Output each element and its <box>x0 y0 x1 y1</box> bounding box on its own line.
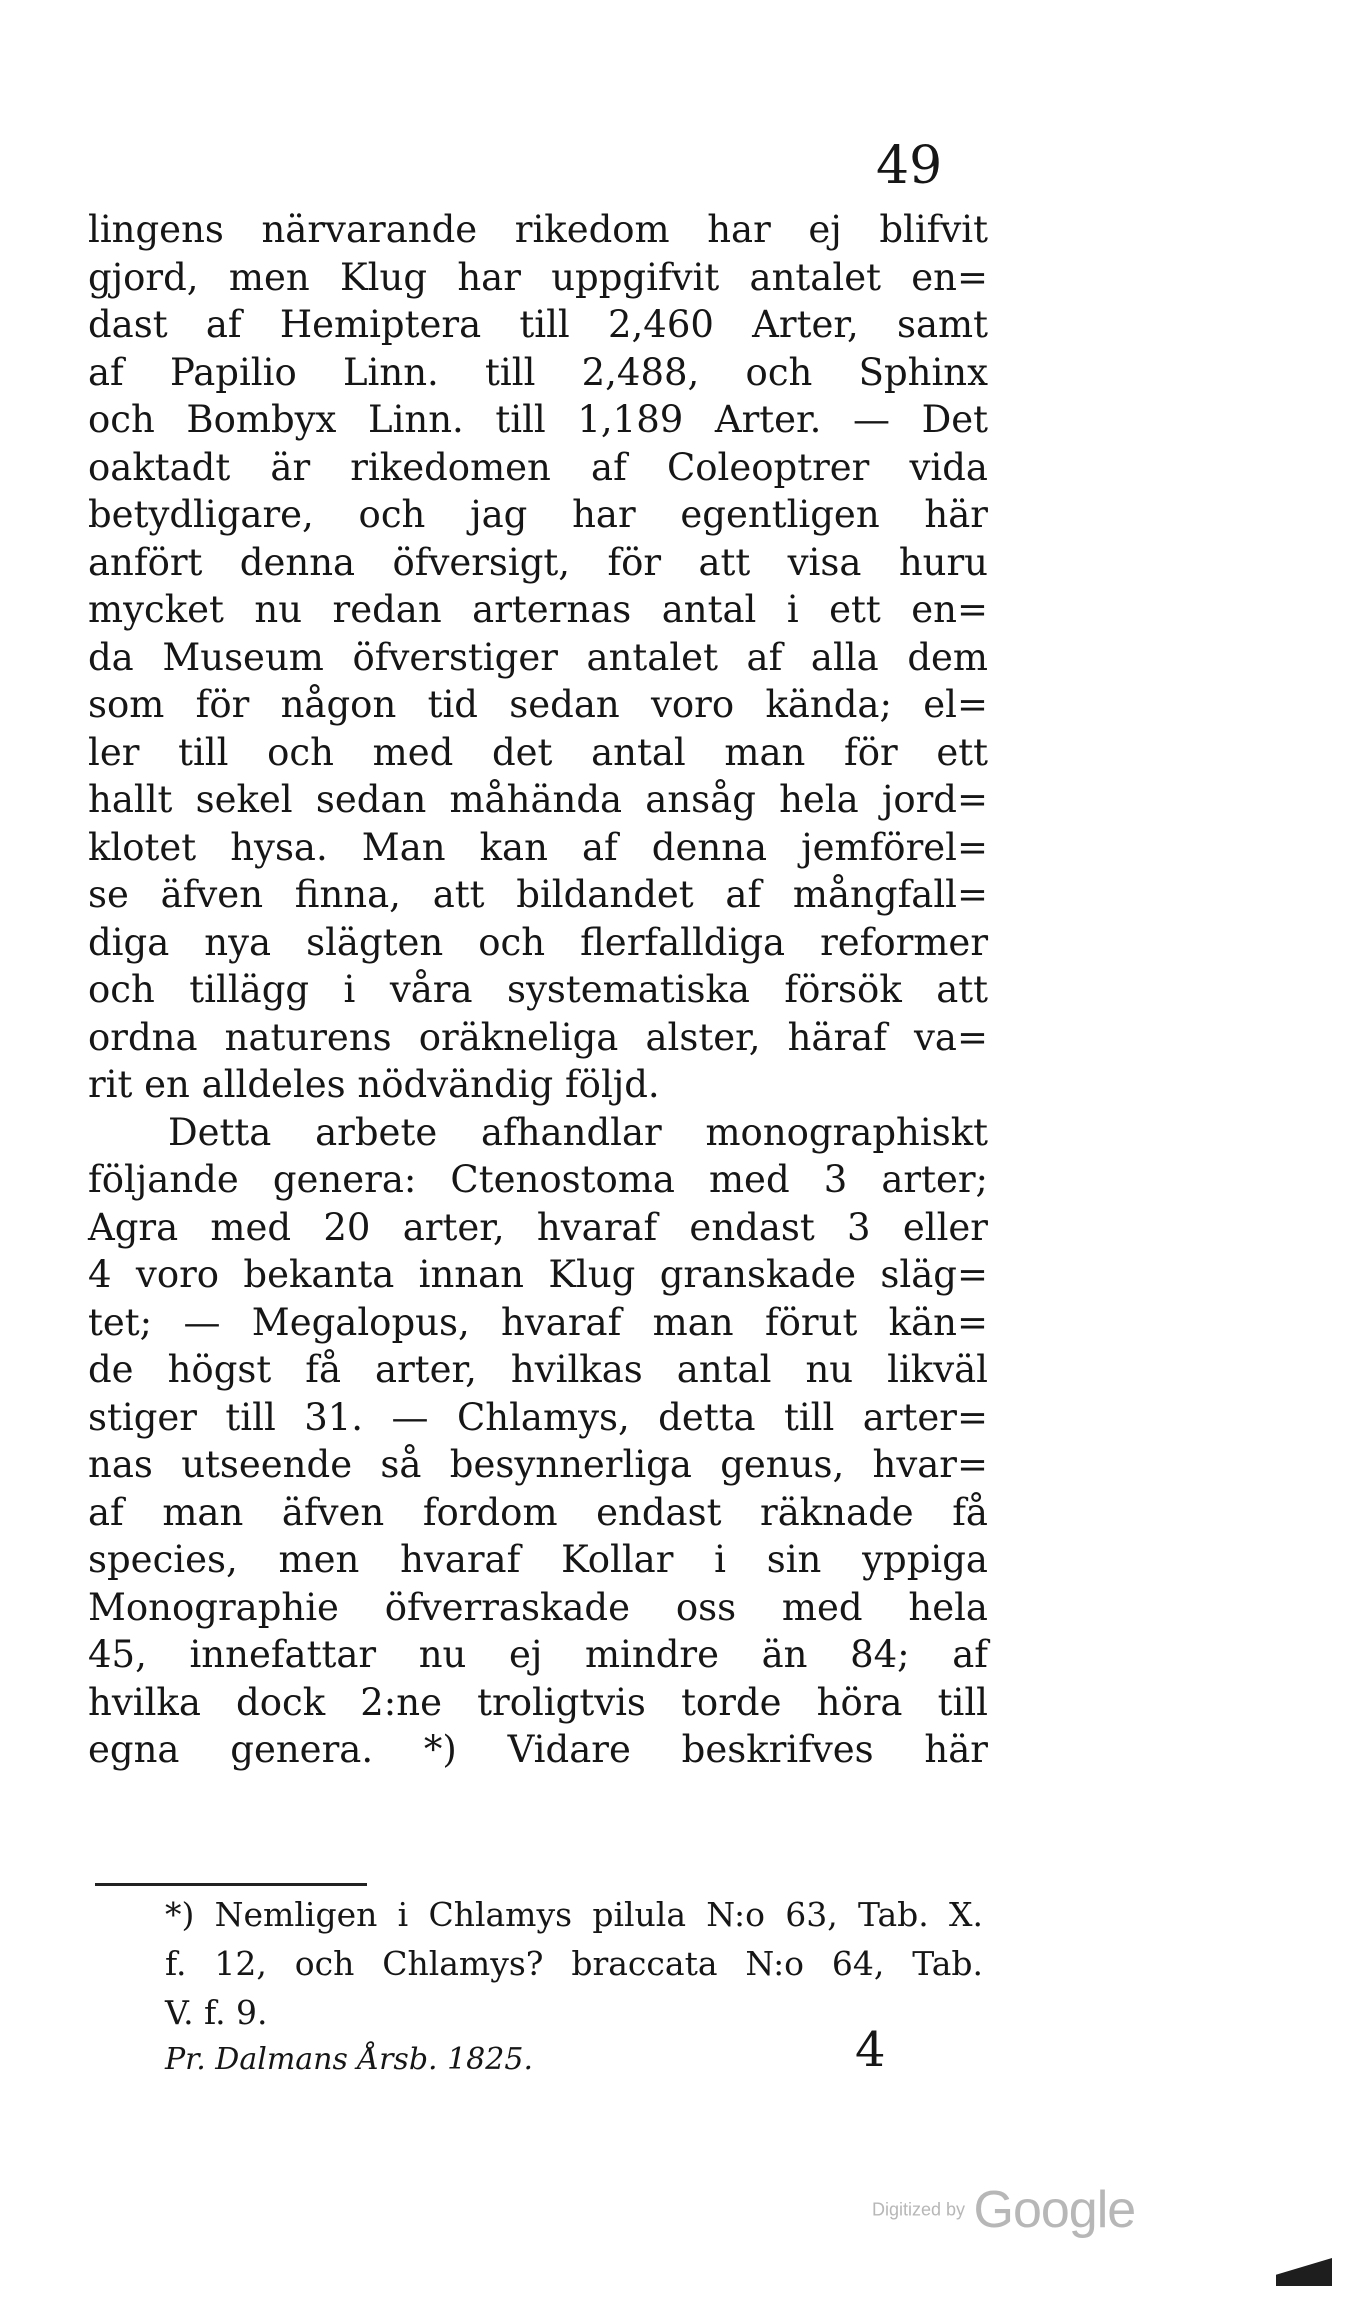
signature-line: Pr. Dalmans Årsb. 1825. <box>165 2042 533 2077</box>
text-line: följande genera: Ctenostoma med 3 arter; <box>88 1158 988 1201</box>
page-number: 49 <box>876 136 943 196</box>
footnote <box>165 1890 983 2037</box>
text-line: egna genera. *) Vidare beskrifves här <box>88 1728 988 1771</box>
text-line: 45, innefattar nu ej mindre än 84; af <box>88 1633 988 1676</box>
text-line: dast af Hemiptera till 2,460 Arter, samt <box>88 303 988 346</box>
text-line: 4 voro bekanta innan Klug granskade släg= <box>88 1253 988 1296</box>
text-line: species, men hvaraf Kollar i sin yppiga <box>88 1538 988 1581</box>
footnote-line: V. f. 9. <box>165 1993 268 2032</box>
text-line: klotet hysa. Man kan af denna jemförel= <box>88 825 988 869</box>
paragraph-end-line: rit en alldeles nödvändig följd. <box>88 1063 660 1106</box>
footnote-line: f. 12, och Chlamys? braccata N:o 64, Tab. <box>165 1944 983 1983</box>
text-line: mycket nu redan arternas antal i ett en= <box>88 588 988 631</box>
digitized-by-label: Digitized by <box>872 2199 966 2220</box>
paragraph-start-line: Detta arbete afhandlar monographiskt <box>168 1110 988 1154</box>
text-line: hallt sekel sedan måhända ansåg hela jord= <box>88 778 988 821</box>
text-line: gjord, men Klug har uppgifvit antalet en= <box>88 255 988 299</box>
text-line: oaktadt är rikedomen af Coleoptrer vida <box>88 445 988 489</box>
text-line: Monographie öfverraskade oss med hela <box>88 1585 988 1629</box>
text-line: tet; — Megalopus, hvaraf man förut kän= <box>88 1300 988 1344</box>
text-line: Agra med 20 arter, hvaraf endast 3 eller <box>88 1205 988 1249</box>
text-line: som för någon tid sedan voro kända; el= <box>88 683 988 726</box>
google-wordmark: Google <box>973 2181 1136 2239</box>
footnote-line: *) Nemligen i Chlamys pilula N:o 63, Tab. X. <box>165 1895 983 1934</box>
text-line: ler till och med det antal man för ett <box>88 730 988 774</box>
text-line: diga nya slägten och flerfalldiga reformer <box>88 920 988 964</box>
digitized-by-watermark <box>872 2180 1135 2240</box>
text-line: hvilka dock 2:ne troligtvis torde höra till <box>88 1680 988 1724</box>
text-line: da Museum öfverstiger antalet af alla dem <box>88 635 988 679</box>
text-line: betydligare, och jag har egentligen här <box>88 493 988 536</box>
text-line: de högst få arter, hvilkas antal nu likväl <box>88 1348 988 1391</box>
signature-mark: 4 <box>855 2022 886 2078</box>
text-line: se äfven finna, att bildandet af mångfall= <box>88 873 988 916</box>
text-line: af Papilio Linn. till 2,488, och Sphinx <box>88 350 988 394</box>
text-line: af man äfven fordom endast räknade få <box>88 1490 988 1534</box>
text-line: och Bombyx Linn. till 1,189 Arter. — Det <box>88 398 988 441</box>
text-line: ordna naturens oräkneliga alster, häraf va= <box>88 1015 988 1059</box>
footnote-divider <box>95 1883 367 1886</box>
text-line: stiger till 31. — Chlamys, detta till arter= <box>88 1395 988 1439</box>
text-line: nas utseende så besynnerliga genus, hvar= <box>88 1443 988 1486</box>
text-line: och tillägg i våra systematiska försök att <box>88 968 988 1011</box>
page-corner-mark-icon <box>1276 2258 1332 2286</box>
text-line: lingens närvarande rikedom har ej blifvit <box>88 208 988 251</box>
main-text <box>88 206 988 1774</box>
text-line: anfört denna öfversigt, för att visa huru <box>88 540 988 584</box>
